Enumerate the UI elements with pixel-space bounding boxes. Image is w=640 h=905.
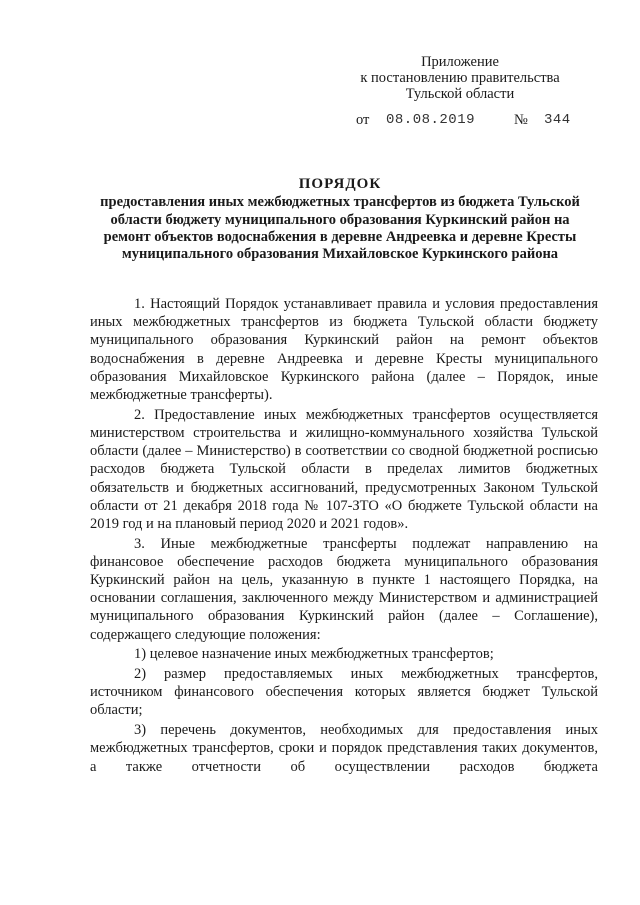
resolution-date: 08.08.2019 xyxy=(386,112,476,128)
title-main: ПОРЯДОК xyxy=(298,176,382,192)
paragraph-2: 2. Предоставление иных межбюджетных трансфертов осуществляется министерством строительства и жилищно-коммунального хозяйства Тульской области (далее – Министерство) в соответствии со сводной бюджетной росписью расходов бюджета Тульской области в пределах лимитов бюджетных обязательств и бюджетных ассигнований, предусмотренных Законом Тульской области от 21 декабря 2018 года № 107-ЗТО «О бюджете Тульской области на 2019 год и на плановый период 2020 и 2021 годов». xyxy=(90,406,598,532)
document-title xyxy=(90,176,590,263)
appendix-line-2: к постановлению правительства xyxy=(360,70,560,86)
appendix-line-3: Тульской области xyxy=(405,86,515,102)
list-item-3: 3) перечень документов, необходимых для предоставления иных межбюджетных трансфертов, сроки и порядок представления таких документов, а также отчетности об осуществлении расходов бюджета xyxy=(90,722,598,775)
resolution-number: 344 xyxy=(544,112,571,128)
date-from-label: от xyxy=(356,112,370,128)
paragraph-1: 1. Настоящий Порядок устанавливает правила и условия предоставления иных межбюджетных трансфертов из бюджета Тульской области бюджету муниципального образования Куркинский район на ремонт объектов водоснабжения в деревне Андреевка и деревне Кресты муниципального образования Михайловское Куркинского района (далее – Порядок, иные межбюджетные трансферты). xyxy=(90,296,598,404)
list-item-1: 1) целевое назначение иных межбюджетных трансфертов; xyxy=(134,646,494,663)
paragraph-3: 3. Иные межбюджетные трансферты подлежат направлению на финансовое обеспечение расходов бюджета муниципального образования Куркинский район на цель, указанную в пункте 1 настоящего Порядка, на основании соглашения, заключенного между Министерством и администрацией муниципального образования Куркинский район (далее – Соглашение), содержащего следующие положения: xyxy=(90,535,598,643)
appendix-line-1: Приложение xyxy=(421,54,499,70)
document-body xyxy=(90,295,598,777)
number-label: № xyxy=(514,112,528,128)
list-item-2: 2) размер предоставляемых иных межбюджетных трансфертов, источником финансового обеспечения которых является бюджет Тульской области; xyxy=(90,666,598,719)
appendix-header xyxy=(330,54,590,102)
title-subtitle: предоставления иных межбюджетных трансфертов из бюджета Тульской области бюджету муниципального образования Куркинский район на ремонт объектов водоснабжения в деревне Андреевка и деревне Кресты муниципального образования Михайловское Куркинского района xyxy=(100,194,580,263)
